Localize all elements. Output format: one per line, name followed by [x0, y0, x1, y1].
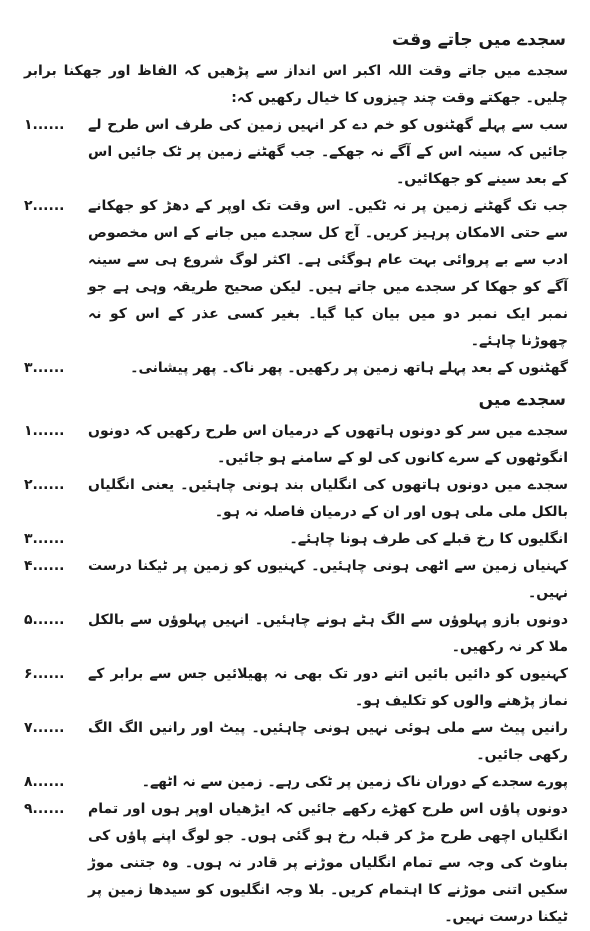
- list-item-text: سجدے میں دونوں ہاتھوں کی انگلیاں بند ہونی چاہئیں۔ یعنی انگلیاں بالکل ملی ملی ہوں اور ان کے درمیان فاصلہ نہ ہو۔: [88, 477, 568, 520]
- list-item: [24, 193, 568, 355]
- section-heading-going-to-sajdah: سجدے میں جاتے وقت: [392, 30, 566, 50]
- list-item: [24, 355, 568, 382]
- list-item: [24, 715, 568, 769]
- list-item: [24, 796, 568, 931]
- list-item-text: دونوں پاؤں اس طرح کھڑے رکھے جائیں کہ ایڑھیاں اوپر ہوں اور تمام انگلیاں اچھی طرح مڑ کر قبلہ رخ ہو گئی ہوں۔ جو لوگ اپنے پاؤں کی بناوٹ کی وجہ سے تمام انگلیاں موڑنے پر قادر نہ ہوں۔ وہ جتنی موڑ سکیں اتنی موڑنے کا اہتمام کریں۔ بلا وجہ انگلیوں کو سیدھا زمین پر ٹیکنا درست نہیں۔: [88, 801, 568, 925]
- list-item-number: ۱......: [24, 117, 65, 133]
- list-item: [24, 607, 568, 661]
- list-item: [24, 112, 568, 193]
- list-item-text: انگلیوں کا رخ قبلے کی طرف ہونا چاہئے۔: [289, 531, 568, 547]
- list-item: [24, 553, 568, 607]
- list-item-text: جب تک گھٹنے زمین پر نہ ٹکیں۔ اس وقت تک اوپر کے دھڑ کو جھکانے سے حتی الامکان پرہیز کریں۔ آج کل سجدے میں جانے کے اس مخصوص ادب سے بے پروائی بہت عام ہوگئی ہے۔ اکثر لوگ شروع ہی سے سینہ آگے کو جھکا کر سجدے میں جاتے ہیں۔ لیکن صحیح طریقہ وہی ہے جو نمبر ایک نمبر دو میں بیان کیا گیا۔ بغیر کسی عذر کے اس کو نہ چھوڑنا چاہئے۔: [88, 198, 568, 349]
- list-item-number: ۷......: [24, 720, 65, 736]
- list-item-text: کہنیاں زمین سے اٹھی ہونی چاہئیں۔ کہنیوں کو زمین پر ٹیکنا درست نہیں۔: [88, 558, 568, 601]
- list-item-text: رانیں پیٹ سے ملی ہوئی نہیں ہونی چاہئیں۔ پیٹ اور رانیں الگ الگ رکھی جائیں۔: [88, 720, 568, 763]
- list-item: [24, 526, 568, 553]
- list-item-number: ۲......: [24, 477, 65, 493]
- list-item-text: سجدے میں سر کو دونوں ہاتھوں کے درمیان اس طرح رکھیں کہ دونوں انگوٹھوں کے سرے کانوں کی لو کے سامنے ہو جائیں۔: [88, 423, 568, 466]
- list-item-number: ۶......: [24, 666, 65, 682]
- section-heading-in-sajdah: سجدے میں: [478, 390, 566, 410]
- list-item-text: کہنیوں کو دائیں بائیں اتنے دور تک بھی نہ پھیلائیں جس سے برابر کے نماز پڑھنے والوں کو تکلیف ہو۔: [88, 666, 568, 709]
- list-item-text: سب سے پہلے گھٹنوں کو خم دے کر انہیں زمین کی طرف اس طرح لے جائیں کہ سینہ اس کے آگے نہ جھکے۔ جب گھٹنے زمین پر ٹک جائیں اس کے بعد سینے کو جھکائیں۔: [88, 117, 568, 187]
- list-item-text: دونوں بازو پہلوؤں سے الگ ہٹے ہونے چاہئیں۔ انہیں پہلوؤں سے بالکل ملا کر نہ رکھیں۔: [88, 612, 568, 655]
- list-item-number: ۸......: [24, 774, 65, 790]
- intro-paragraph: سجدے میں جاتے وقت اللہ اکبر اس انداز سے پڑھیں کہ الفاظ اور جھکنا برابر چلیں۔ جھکتے وقت چند چیزوں کا خیال رکھیں کہ:: [24, 63, 568, 106]
- list-item-number: ۱......: [24, 423, 65, 439]
- list-item: [24, 472, 568, 526]
- list-item: [24, 769, 568, 796]
- list-item-text: پورے سجدے کے دوران ناک زمین پر ٹکی رہے۔ زمین سے نہ اٹھے۔: [141, 774, 568, 790]
- list-item: [24, 418, 568, 472]
- list-item-number: ۹......: [24, 801, 65, 817]
- list-item-number: ۳......: [24, 360, 65, 376]
- list-item-number: ۴......: [24, 558, 65, 574]
- list-item-number: ۲......: [24, 198, 65, 214]
- list-item-number: ۵......: [24, 612, 65, 628]
- list-item-number: ۳......: [24, 531, 65, 547]
- list-item: [24, 661, 568, 715]
- list-item-text: گھٹنوں کے بعد پہلے ہاتھ زمین پر رکھیں۔ پھر ناک۔ پھر پیشانی۔: [130, 360, 568, 376]
